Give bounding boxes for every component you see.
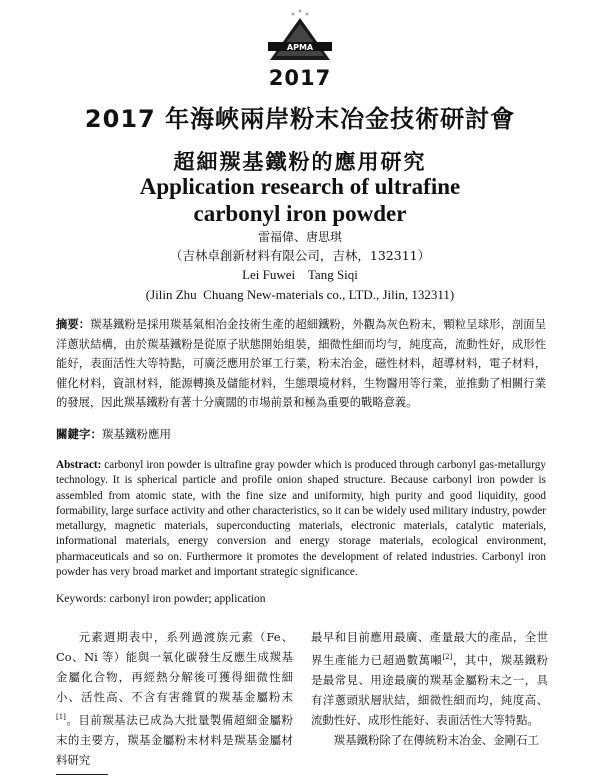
footnote-rule bbox=[56, 774, 108, 775]
keywords-english-label: Keywords: bbox=[56, 593, 107, 605]
body-paragraph: 羰基鐵粉除了在傳統粉末冶金、金剛石工 bbox=[333, 732, 539, 747]
keywords-chinese-text: 羰基鐵粉應用 bbox=[102, 427, 171, 441]
conference-emblem-icon bbox=[262, 8, 338, 66]
body-paragraph: 元素週期表中，系列過渡族元素（Fe、Co、Ni 等）能與一氧化碳發生反應生成羰基金屬化合物，再經熱分解後可獲得細微性細小、活性高、不含有害雜質的羰基金屬粉末[1]。目前羰基法已成為大批量製備超細金屬粉末的主要方，羰基金屬粉末材料是羰基金屬材料研究 bbox=[56, 630, 293, 767]
citation-ref[interactable]: [1] bbox=[56, 713, 66, 721]
paper-title-english-line1: Application research of ultrafine bbox=[139, 174, 461, 199]
body-column-right bbox=[311, 627, 548, 750]
abstract-chinese-text: 羰基鐵粉是採用羰基氣相冶金技術生產的超細鐵粉，外觀為灰色粉末，顆粒呈球形，剖面呈洋蔥狀結構，由於羰基鐵粉是從原子狀態開始組裝，細微性細而均勻，純度高，流動性好，成形性能好，表面活性大等特點，可廣泛應用於軍工行業，粉末冶金，磁性材料，超導材料，電子材料，催化材料，資訊材料，能源轉換及儲能材料，生態環境材料，生物醫用等行業，並推動了相關行業的發展，因此羰基鐵粉有著十分廣闊的市場前景和極為重要的戰略意義。 bbox=[56, 318, 546, 410]
emblem-lettering: APMA bbox=[286, 43, 314, 52]
abstract-english bbox=[56, 458, 546, 580]
citation-ref[interactable]: [2] bbox=[442, 653, 453, 661]
keywords-english bbox=[56, 593, 266, 605]
keywords-chinese bbox=[56, 426, 171, 442]
keywords-chinese-label: 關鍵字： bbox=[56, 427, 102, 441]
body-column-left bbox=[56, 627, 293, 770]
body-paragraph: 最早和目前應用最廣、產量最大的產品，全世界生產能力已超過數萬噸[2]，其中，羰基鐵粉是最常見、用途最廣的羰基金屬粉末之一，具有洋蔥頭狀層狀結，細微性細而均，純度高、流動性好、成形性能好、表面活性大等特點。 bbox=[311, 630, 548, 727]
affiliation-chinese: （吉林卓創新材料有限公司，吉林，132311） bbox=[169, 248, 431, 263]
abstract-chinese-label: 摘要： bbox=[56, 317, 91, 331]
authors-chinese: 雷福偉、唐思琪 bbox=[257, 230, 342, 244]
paper-title-english bbox=[0, 173, 600, 227]
paper-title-english-line2: carbonyl iron powder bbox=[193, 201, 407, 226]
keywords-english-text: carbonyl iron powder; application bbox=[106, 593, 266, 605]
affiliation-english: (Jilin Zhu Chuang New-materials co., LTD., Jilin, 132311) bbox=[145, 287, 455, 302]
paper-title-chinese: 超細羰基鐵粉的應用研究 bbox=[173, 149, 427, 174]
authors-english: Lei Fuwei Tang Siqi bbox=[242, 267, 358, 282]
abstract-chinese bbox=[56, 315, 546, 413]
conference-title: 2017 年海峽兩岸粉末冶金技術研討會 bbox=[84, 105, 516, 133]
abstract-english-label: Abstract: bbox=[56, 459, 102, 471]
abstract-english-text: carbonyl iron powder is ultrafine gray powder which is produced through carbonyl gas-metallurgy technology. It is spherical particle and profile onion shaped structure. Because carbonyl iron powder is assembled from atomic state, with the fine size and uniformity, high purity and good liquidity, good formability, large surface activity and other characteristics, so it can be widely used military industry, powder metallurgy, magnetic materials, superconducting materials, electronic materials, catalytic materials, informational materials, energy conversion and energy storage materials, ecological environment, pharmaceuticals and so on. Furthermore it promotes the development of related industries. Carbonyl iron powder has very broad market and important strategic significance. bbox=[56, 459, 546, 579]
conference-year: 2017 bbox=[268, 66, 332, 90]
